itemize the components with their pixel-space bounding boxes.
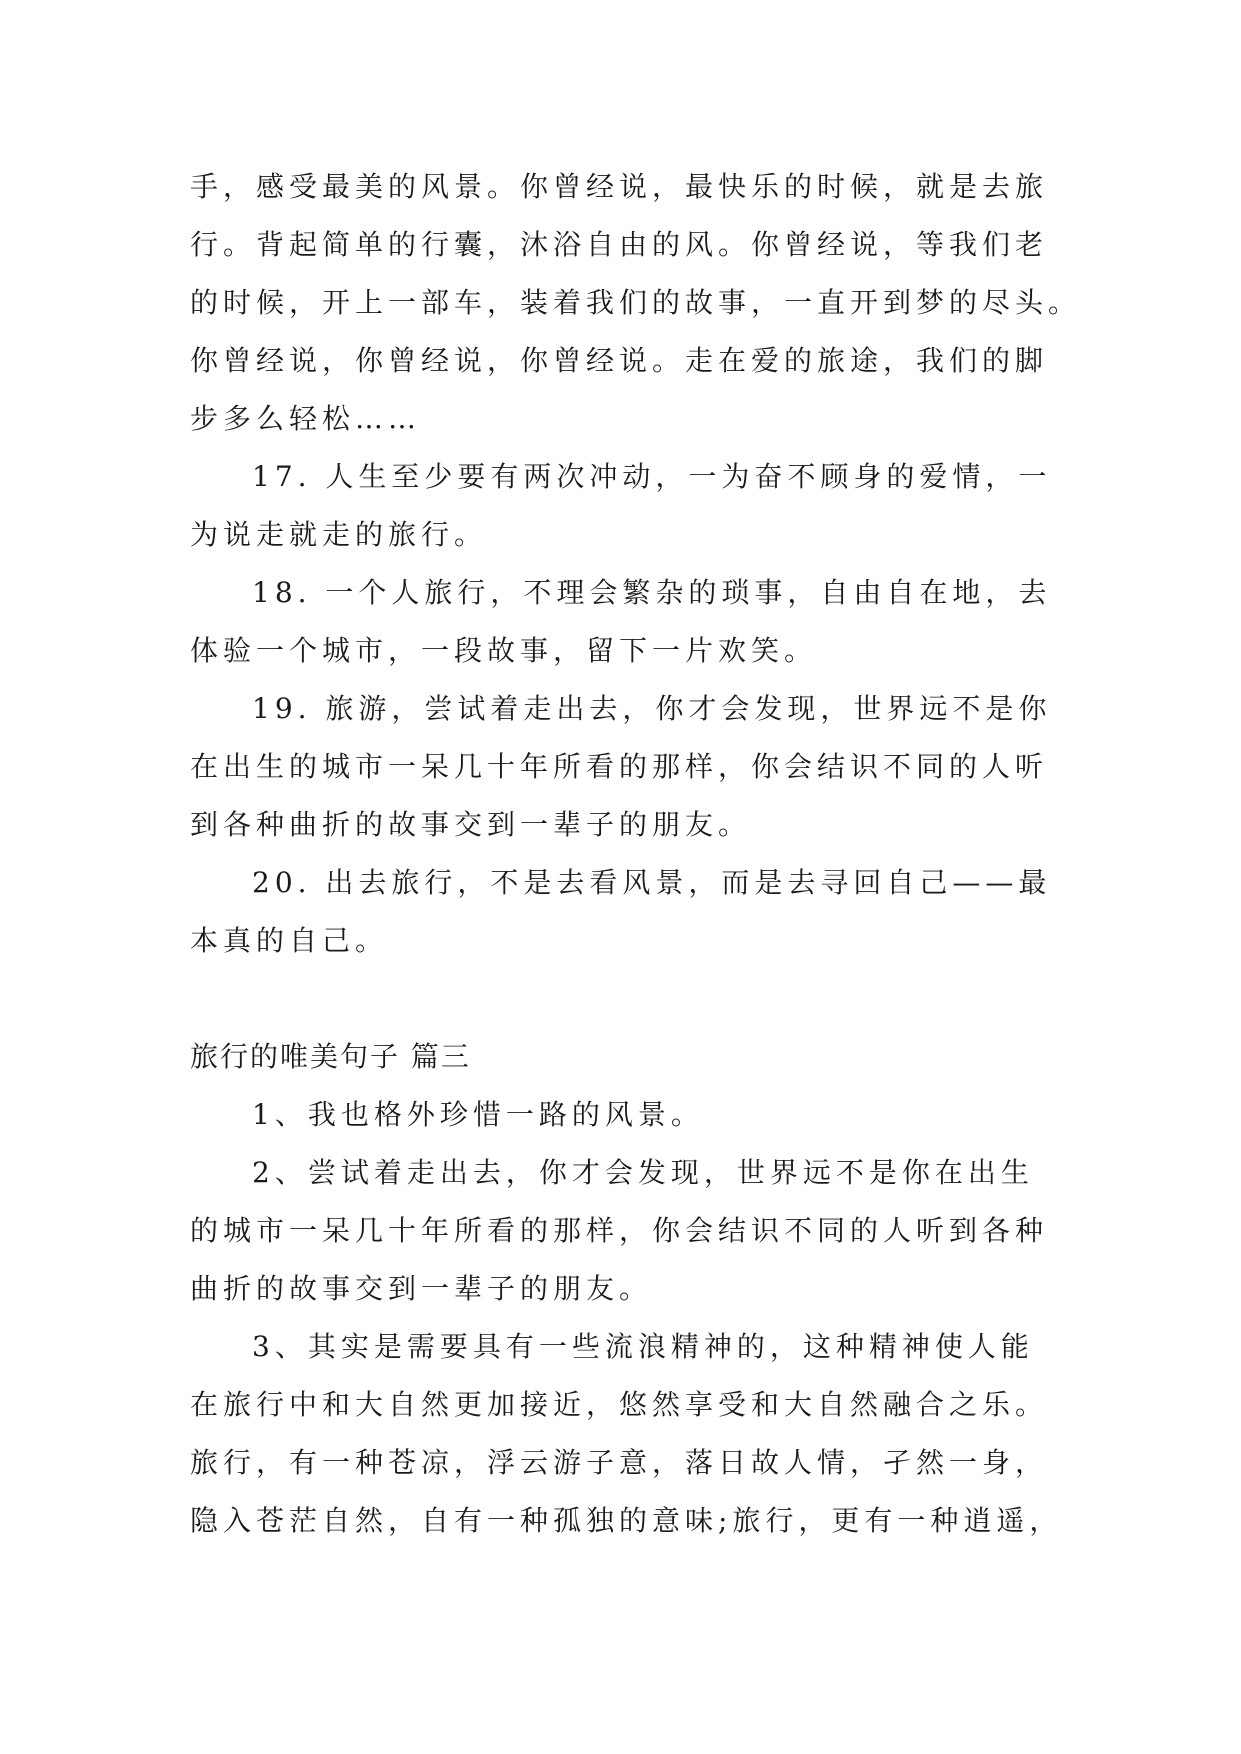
text-line: 在旅行中和大自然更加接近，悠然享受和大自然融合之乐。	[190, 1388, 1049, 1421]
paragraph-17-start: 17. 人生至少要有两次冲动，一为奋不顾身的爱情，一	[252, 460, 1052, 493]
text-line: 步多么轻松……	[190, 402, 422, 435]
paragraph-20-start: 20. 出去旅行，不是去看风景，而是去寻回自己——最	[252, 866, 1052, 899]
section-heading: 旅行的唯美句子 篇三	[190, 1040, 471, 1073]
text-line: 在出生的城市一呆几十年所看的那样，你会结识不同的人听	[190, 750, 1049, 783]
text-line: 体验一个城市，一段故事，留下一片欢笑。	[190, 634, 818, 667]
document-body	[190, 158, 1082, 1550]
section-gap	[190, 970, 1070, 1028]
text-line: 曲折的故事交到一辈子的朋友。	[190, 1272, 653, 1305]
item-1: 1、我也格外珍惜一路的风景。	[252, 1098, 704, 1131]
paragraph-18-start: 18. 一个人旅行，不理会繁杂的琐事，自由自在地，去	[252, 576, 1052, 609]
paragraph-19-start: 19. 旅游，尝试着走出去，你才会发现，世界远不是你	[252, 692, 1052, 725]
item-2-start: 2、尝试着走出去，你才会发现，世界远不是你在出生	[252, 1156, 1034, 1189]
text-line: 旅行，有一种苍凉，浮云游子意，落日故人情，孑然一身，	[190, 1446, 1049, 1479]
text-line: 手，感受最美的风景。你曾经说，最快乐的时候，就是去旅	[190, 170, 1049, 203]
text-line: 隐入苍茫自然，自有一种孤独的意味;旅行，更有一种逍遥，	[190, 1504, 1063, 1537]
text-line: 的城市一呆几十年所看的那样，你会结识不同的人听到各种	[190, 1214, 1049, 1247]
text-line: 行。背起简单的行囊，沐浴自由的风。你曾经说，等我们老	[190, 228, 1049, 261]
item-3-start: 3、其实是需要具有一些流浪精神的，这种精神使人能	[252, 1330, 1034, 1363]
text-line: 本真的自己。	[190, 924, 389, 957]
text-line: 到各种曲折的故事交到一辈子的朋友。	[190, 808, 752, 841]
text-line: 你曾经说，你曾经说，你曾经说。走在爱的旅途，我们的脚	[190, 344, 1049, 377]
text-line: 为说走就走的旅行。	[190, 518, 488, 551]
text-line: 的时候，开上一部车，装着我们的故事，一直开到梦的尽头。	[190, 286, 1082, 319]
